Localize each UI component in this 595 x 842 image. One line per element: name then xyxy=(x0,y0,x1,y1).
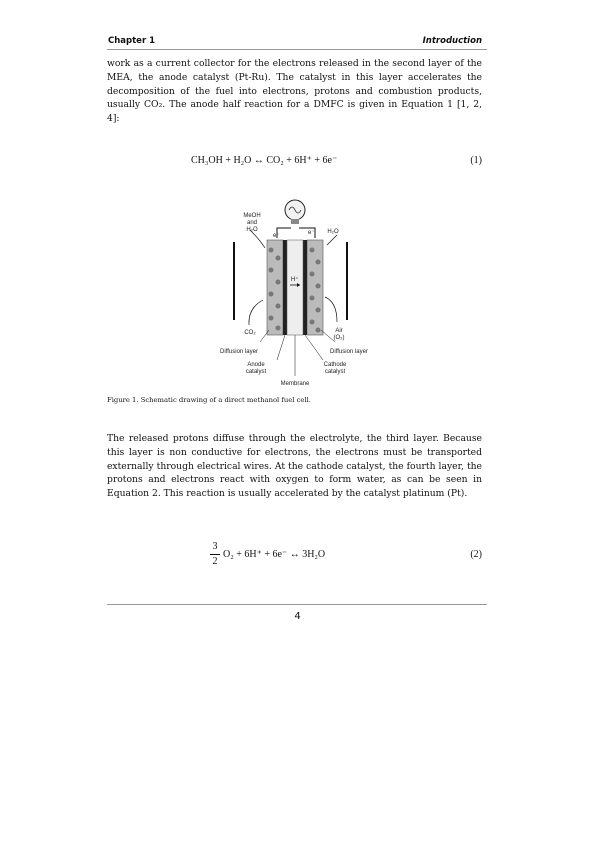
figure-caption: Figure 1. Schematic drawing of a direct methanol fuel cell. xyxy=(107,396,311,404)
label-cathode-2: catalyst xyxy=(324,369,346,375)
air-inlet-arrow xyxy=(325,297,337,322)
label-diffusion-left: Diffusion layer xyxy=(220,349,258,355)
label-co2: CO₂ xyxy=(244,330,256,336)
footer-rule xyxy=(107,604,487,605)
label-meoh-2: and xyxy=(246,220,258,226)
fraction-numerator: 3 xyxy=(212,541,218,552)
water-outlet-arrow xyxy=(327,235,337,245)
label-proton: H⁺ xyxy=(291,277,299,283)
fraction-bar xyxy=(210,554,220,555)
label-air-1: Air xyxy=(335,328,343,334)
label-diffusion-right: Diffusion layer xyxy=(330,349,368,355)
label-meoh-1: MeOH xyxy=(243,213,261,219)
cathode-diffusion-layer xyxy=(307,240,323,335)
equation-2-number: (2) xyxy=(470,549,482,560)
paragraph-2: The released protons diffuse through the electrolyte, the third layer. Because this layer is non conductive for electrons, the electrons must be transported externally through electrical wires. At the cathode catalyst, the fourth layer, the protons and electrons react with oxygen to form water, as can be seen in Equation 2. This reaction is usually accelerated by the catalyst platinum (Pt). xyxy=(107,433,482,500)
cathode-catalyst-layer xyxy=(303,240,307,335)
section-header: Introduction xyxy=(422,36,482,46)
label-h2o: H₂O xyxy=(327,229,339,235)
paragraph-1: work as a current collector for the electrons released in the second layer of the MEA, the anode catalyst (Pt-Ru). The catalyst in this layer accelerates the decomposition of the fuel into electrons, protons and combustion products, usually CO₂. The anode half reaction for a DMFC is given in Equation 1 [1, 2, 4]: xyxy=(107,58,482,125)
label-air-2: (O₂) xyxy=(333,335,345,341)
anode-diffusion-layer xyxy=(267,240,283,335)
equation-2-fraction xyxy=(210,541,220,568)
label-anode-1: Anode xyxy=(247,362,265,368)
equation-1: CH₃OH + H₂O ↔ CO₂ + 6H⁺ + 6e⁻ xyxy=(191,155,338,166)
header-rule xyxy=(107,49,487,50)
fraction-denominator: 2 xyxy=(212,556,218,567)
co2-outlet-arrow xyxy=(249,300,263,325)
equation-1-number: (1) xyxy=(470,155,482,166)
label-anode-2: catalyst xyxy=(245,369,267,375)
membrane-layer xyxy=(287,240,303,335)
equation-2: O₂ + 6H⁺ + 6e⁻ ↔ 3H₂O xyxy=(223,549,326,560)
label-membrane: Membrane xyxy=(280,381,310,387)
chapter-header: Chapter 1 xyxy=(108,36,156,46)
fuel-cell-diagram xyxy=(205,190,395,390)
label-cathode-1: Cathode xyxy=(323,362,347,368)
page-number: 4 xyxy=(294,611,301,622)
label-meoh-3: H₂O xyxy=(246,227,258,233)
label-electron-right: e⁻ xyxy=(308,230,315,236)
label-electron-left: e⁻ xyxy=(273,233,280,239)
anode-catalyst-layer xyxy=(283,240,287,335)
